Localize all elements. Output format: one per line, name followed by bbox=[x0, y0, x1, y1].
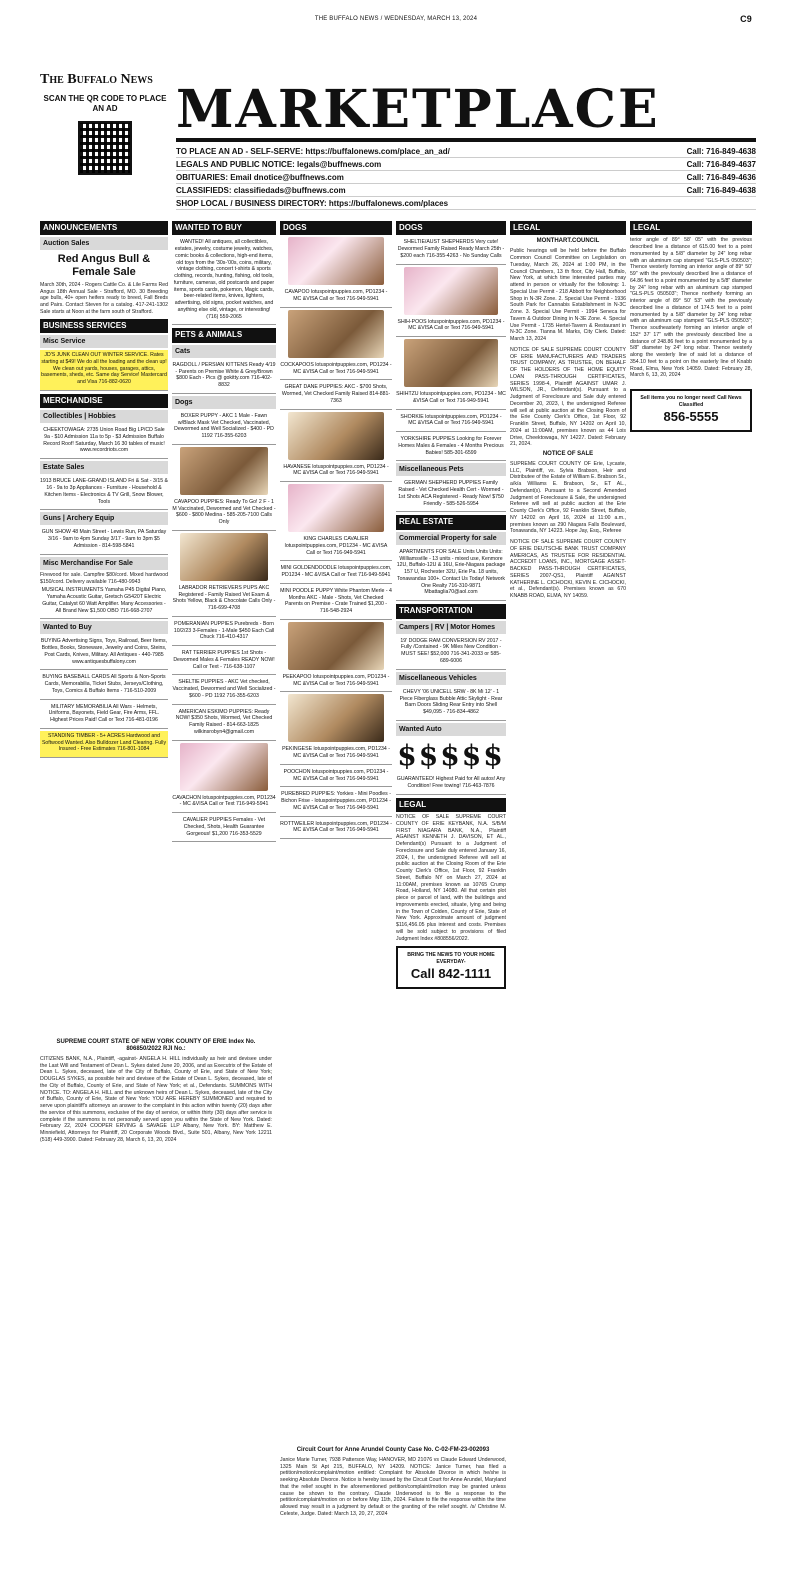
ad-estate: 1913 BRUCE LANE-GRAND ISLAND Fri & Sat - 3/15 & 16 - 9a to 3p Appliances - Furniture - Household & Kitchen Items - Electronics & TV Grill, Snow Blower, Tools bbox=[40, 476, 168, 510]
ad-boxer: BOXER PUPPY - AKC 1 Male - Fawn w/Black Mask Vet Checked, Vaccinated, Dewormed and Well Socialized - $400 - PD 1192 716-355-6203 bbox=[172, 411, 276, 445]
ad-cavapoo: CAVAPOO PUPPIES: Ready To Go! 2 F - 1 M Vaccinated, Dewormed and Vet Checked - $600 - $800 Medina - 585-205-7100 Calls Only bbox=[172, 497, 276, 531]
puppy-photo bbox=[180, 533, 268, 581]
subsection-misc-service: Misc Service bbox=[40, 335, 168, 348]
bottom-legal-circuit bbox=[280, 1444, 506, 1518]
scan-qr-text: SCAN THE QR CODE TO PLACE AN AD bbox=[43, 94, 167, 113]
council-title: MONTHART.COUNCIL bbox=[536, 238, 600, 245]
puppy-photo bbox=[404, 267, 498, 315]
ad-timber: STANDING TIMBER - 5+ ACRES Hardwood and Softwood Wanted. Also Bulldozer Land Clearing. Fully Insured - Free Estimates 716-801-1084 bbox=[40, 731, 168, 758]
ad-military: MILITARY MEMORABILIA All Wars - Helmets, Uniforms, Bayonets, Field Gear, Fire Arms, FFL. Highest Prices Paid! Call or Text 716-481-0196 bbox=[40, 702, 168, 729]
ad-musical: MUSICAL INSTRUMENTS Yamaha P45 Digital Piano, Yamaha Acoustic Guitar, Gretsch G5420T Electric Guitar, Catalyst 60 Watt Amplifier. Many Accessories - All Brand New $1,500 OBO 716-668-2707 bbox=[40, 585, 168, 619]
ad-apartments: APARTMENTS FOR SALE Units Units Units: Williamsville - 13 units - mixed use, Kenmore 12U, Buffalo-12U & 16U, Erie-Niagara package 157 U, Rochester 32U, Erie Pa. 18 units, Tonawandas 100+. Contact Us Today! Network One Realty 716-310-9871 Mbattaglia70@aol.com bbox=[396, 547, 506, 601]
auction-title: Red Angus Bull & Female Sale bbox=[57, 253, 151, 279]
section-legal: LEGAL bbox=[396, 798, 506, 812]
ad-pekingese: PEKINGESE lotuspointpuppies.com, PD1234 - MC &VISA Call or Text 716-949-5941 bbox=[280, 744, 392, 765]
dollar-signs-graphic: $$$$$ bbox=[397, 738, 505, 772]
subsection-commercial: Commercial Property for sale bbox=[396, 532, 506, 545]
column-6 bbox=[630, 218, 752, 436]
subsection-misc-merch: Misc Merchandise For Sale bbox=[40, 557, 168, 570]
section-transportation: TRANSPORTATION bbox=[396, 604, 506, 618]
section-dogs: DOGS bbox=[396, 221, 506, 235]
section-business: BUSINESS SERVICES bbox=[40, 319, 168, 333]
page-number: C9 bbox=[740, 14, 752, 24]
page-header-line bbox=[40, 8, 752, 30]
subscribe-ad bbox=[396, 946, 506, 988]
legal-notice: terior angle of 89° 58' 05" with the previous described line a distance of 615.00 feet to a point monumented by a 5/8" diameter by 24" long rebar with an aluminum cap stamped "GLS-PLS 050503"; Thence westerly forming an interior angle of 89° 50' 59" with the previously described line a distance of 64.86 feet to a point monumented by a 5/8" diameter by 24" long rebar with an aluminum cap stamped "GLS-PLS 050503"; Thence northerly forming an interior angle of 89° 50' 53" with the previously described line a distance of 174.5 feet to a point monumented by a 5/8" diameter by 24" long rebar with an aluminum cap stamped "GLS-PLS 050503"; Thence southeasterly forming an interior angle of 152° 37' 17" with the previously described line a distance of 248.86 feet to a point monumented by a 5/8" diameter by 24" long rebar. Thence westerly along the westerly line of said lot a distance of 354.10 feet to a point on the easterly line of Knabb Road, Elma, New York 14059. Dated: February 28, March 6, 13, 20, 2024 bbox=[630, 237, 752, 379]
contact-phone: Call: 716-849-4638 bbox=[686, 186, 756, 195]
ad-poochon: POOCHON lotuspointpuppies.com, PD1234 - MC &VISA Call or Text 716-949-5941 bbox=[280, 767, 392, 788]
subsection-estate: Estate Sales bbox=[40, 461, 168, 474]
ad-lab: LABRADOR RETRIEVERS PUPS AKC Registered - Family Raised Vet Exam & Shots Yellow, Black & Chocolate Calls Only - 716-699-4708 bbox=[172, 583, 276, 617]
ad-wanted: WANTED! All antiques, all collectibles, estates, jewelry, costume jewelry, watches, comic books & collections, high-end items, old toys from the '30s-'00s, coins, military, vintage clothing, concert t-shirts & sports clothing, records, hunting, fishing, old tools, furniture, cameras, old postcards and paper items, sports cards, pokemon, Magic cards, beer-related items, knives, lighters, advertising, old signs, pocket watches, and anything else old, vintage, or interesting! (716) 559-2065 bbox=[172, 237, 276, 325]
subsection-wanted: Wanted to Buy bbox=[40, 621, 168, 634]
ad-mini-goldendoodle: MINI GOLDENDOODLE lotuspointpuppies.com, PD1234 - MC &VISA Call or Text 716-949-5941 bbox=[280, 563, 392, 584]
contact-label[interactable]: LEGALS AND PUBLIC NOTICE: legals@buffnews.com bbox=[176, 160, 382, 169]
ad-pom: POMERANIAN PUPPIES Purebreds - Born 10/2/23 3-Females - 1-Male $450 Each Call Chuck 716-410-4317 bbox=[172, 619, 276, 646]
ad-firewood: Firewood for sale. Campfire $80/cord. Mixed hardwood $150/cord. Delivery available 716-480-9943 bbox=[40, 571, 168, 585]
ad-ragdoll: RAGDOLL / PERSIAN KITTENS Ready 4/19 - Parents on Premise White & Grey/Brown $800 Each - Pics @ gokitty.com 716-402-8832 bbox=[172, 360, 276, 394]
puppy-photo bbox=[288, 310, 384, 358]
court-header: SUPREME COURT STATE OF NEW YORK COUNTY OF ERIE Index No. 806850/2022 RJI No.: bbox=[56, 1039, 256, 1052]
auction-text: March 30th, 2024 - Rogers Cattle Co. & Lile Farms Red Angus 18th Annual Sale - Strafford, MO. 30 Breeding age bulls, 40+ open heifers ready to breed, Fall Breds and Pairs. Contact Steven for a catalog. 417-241-1302 Sale starts at Noon at the farm south of Strafford. bbox=[40, 281, 168, 315]
contact-label[interactable]: TO PLACE AN AD - SELF-SERVE: https://buffalonews.com/place_an_ad/ bbox=[176, 147, 450, 156]
ad-mini-poodle: MINI POODLE PUPPY White Phantom Merle - 4 Months AKC - Male - Shots, Vet Checked Parents on Premise - Crate Trained $1,200 - 716-548-2924 bbox=[280, 586, 392, 620]
section-legal: LEGAL bbox=[510, 221, 626, 235]
classified-phone: 856-5555 bbox=[663, 408, 719, 424]
puppy-photo bbox=[288, 694, 384, 742]
subsection-campers: Campers | RV | Motor Homes bbox=[396, 621, 506, 634]
legal-notice: NOTICE OF SALE SUPREME COURT COUNTY OF ERIE KEYBANK, N.A. S/B/M FIRST NIAGARA BANK, N.A., Plaintiff AGAINST KENNETH J. DAVISON, ET AL., Defendant(s) Pursuant to a Judgment of Foreclosure and Sale duly entered January 16, 2024, I, the undersigned Referee will sell at public auction at the Closing Room of the Erie County Clerk's Office, 1st Floor, 92 Franklin Street, Buffalo NY on March 27, 2024 at 11:00AM, premises known as 10765 Crump Road, Holland, NY 14080. All that certain plot piece or parcel of land, with the buildings and improvements erected, situate, lying and being in the Town of Colden, County of Erie, State of New York. Approximate amount of judgment $116,456.05 plus interest and costs. Premises will be sold subject to provisions of filed Judgment Index #808556/2022. bbox=[396, 814, 506, 942]
ad-eskimo: AMERICAN ESKIMO PUPPIES: Ready NOW! $350 Shots, Wormed, Vet Checked Family Raised - 814-663-1825 wilkinsrobyn4@gmail.com bbox=[172, 707, 276, 741]
subsection-cats: Cats bbox=[172, 345, 276, 358]
subsection-auction: Auction Sales bbox=[40, 237, 168, 250]
section-real-estate: REAL ESTATE bbox=[396, 515, 506, 529]
subscribe-phone: Call 842-1111 bbox=[410, 965, 492, 981]
ad-german-shepherd: GERMAN SHEPHERD PUPPIES Family Raised - Vet Checked Health Cert - Wormed - 1st Shots ACA Registered - Ready Now! $750 Friendly - 585-526-5954 bbox=[396, 478, 506, 512]
subscribe-text: BRING THE NEWS TO YOUR HOME EVERYDAY- bbox=[407, 952, 495, 966]
ad-buying: BUYING Advertising Signs, Toys, Railroad, Beer Items, Bottles, Books, Stoneware, Jewelry and Coins, Steins, Post Cards, Knives, Military. All Antiques - 440-7985 www.antiquesbuffalony.com bbox=[40, 636, 168, 670]
section-announcements: ANNOUNCEMENTS bbox=[40, 221, 168, 235]
legal-notice: NOTICE OF SALE SUPREME COURT COUNTY OF ERIE DEUTSCHE BANK TRUST COMPANY AMERICAS, AS TRUSTEE FOR RESIDENTIAL ACCREDIT LOANS, INC., MORTGAGE ASSET-BACKED PASS-THROUGH CERTIFICATES, SERIES 2007-QS1, Plaintiff AGAINST KATHERINE L. CICHOCKI, KEVIN E. CICHOCKI, et al., Defendant(s). Premises known as 670 KNABB ROAD, ELMA, NY 14059. bbox=[510, 539, 626, 600]
ad-rottweiler: ROTTWEILER lotuspointpuppies.com, PD1234 - MC &VISA Call or Text 716-949-5941 bbox=[280, 819, 392, 840]
ad-cavapoo: CAVAPOO lotuspointpuppies.com, PD1234 - MC &VISA Call or Text 716-949-5941 bbox=[280, 287, 392, 308]
puppy-photo bbox=[288, 237, 384, 285]
contact-row bbox=[176, 158, 756, 171]
subsection-misc-pets: Miscellaneous Pets bbox=[396, 463, 506, 476]
ad-shorkie: SHORKIE lotuspointpuppies.com, PD1234 - MC &VISA Call or Text 716-949-5941 bbox=[396, 412, 506, 433]
subsection-dogs: Dogs bbox=[172, 396, 276, 409]
ad-cavachon: CAVACHON lotuspointpuppies.com, PD1234 - MC &VISA Call or Text 716-949-5941 bbox=[172, 793, 276, 814]
ad-rv: 19' DODGE RAM CONVERSION RV 2017 - Fully /Contained - 9K Miles New Condition - MUST SEE! $52,000 716-341-2033 or 585-689-6006 bbox=[396, 636, 506, 670]
subsection-misc-vehicles: Miscellaneous Vehicles bbox=[396, 672, 506, 685]
masthead-title: MARKETPLACE bbox=[176, 78, 756, 142]
ad-peekapoo: PEEKAPOO lotuspointpuppies.com, PD1234 - MC &VISA Call or Text 716-949-5941 bbox=[280, 672, 392, 693]
legal-notice: NOTICE OF SALE SUPREME COURT COUNTY OF ERIE MANUFACTURERS AND TRADERS TRUST COMPANY, AS TRUSTEE, ON BEHALF OF THE HOLDERS OF THE HOME EQUITY LOAN PASS-THROUGH CERTIFICATES, SERIES 1998-4, Plaintiff AGAINST UMAR J. WILSON, JR., Defendant(s). Pursuant to a Judgment of Foreclosure and Sale duly entered December 20, 2023, I, the undersigned Referee will sell at public auction at the Closing Room of the Erie County Clerk's Office, 1st Floor, 92 Franklin Street, Buffalo, NY 14202 on April 10, 2024 at 11:00AM, premises known as 44 Lois Drive, Cheektowaga, NY 14227. Dated: February 21, 2024. bbox=[510, 346, 626, 448]
ad-gun-show: GUN SHOW 48 Main Street - Lewis Run, PA Saturday 3/16 - 9am to 4pm Sunday 3/17 - 9am to 3pm $5 Admission - 814-598-5841 bbox=[40, 527, 168, 554]
section-dogs: DOGS bbox=[280, 221, 392, 235]
contact-row bbox=[176, 184, 756, 197]
contact-phone: Call: 716-849-4636 bbox=[686, 173, 756, 182]
summons-text: CITIZENS BANK, N.A., Plaintiff, -against- ANGELA H. HILL individually as heir and devisee under the Last Will and Testament of Dean L. Sykes dated June 20, 2006, and as Executrix of the Estate of Dean L. Sykes, deceased, late of the City of Buffalo, County of Erie, and State of New York; DOUGLAS SYKES, as possible heir and devisee of the Estate of Dean L. Sykes, deceased, late of the City of Buffalo, County of Erie, and State of New York; et al., Defendants. SUMMONS WITH NOTICE. TO: ANGELA H. HILL and the unknown heirs of Dean L. Sykes, deceased, late of the City of Buffalo, County of Erie, State of New York: YOU ARE HEREBY SUMMONED and required to serve upon plaintiff's attorneys an answer to the complaint in this action within twenty (20) days after the service of this summons, exclusive of the day of service, or within thirty (30) days after service is complete if the summons is not personally served upon you within the State of New York. Dated: February 22, 2024 COOPER ERVING & SAVAGE LLP Albany, New York. BY: Matthew E. Minniefield, Attorneys for Plaintiff, 20 Corporate Woods Blvd., Suite 501, Albany, New York 12211 (518) 449-3900. Dated: February 28, March 6, 13, 20, 2024 bbox=[40, 1055, 272, 1143]
ad-cheektowaga: CHEEKTOWAGA: 2735 Union Road Big LP/CD Sale 9a - $10 Admission 11a to 5p - $3 Admission Buffalo Record Roof! Saturday, March 16 30 tables of music! www.recordriots.com bbox=[40, 425, 168, 459]
section-wanted: WANTED TO BUY bbox=[172, 221, 276, 235]
section-legal: LEGAL bbox=[630, 221, 752, 235]
legal-notice: SUPREME COURT COUNTY OF Erie, Lycaste, LLC, Plaintiff, vs. Sylvia Brabson, Heir and Distributee of the Estate of William E. Brabson Sr., a/k/a Williams E. Brabson, Sr., ET AL., Defendant(s). Pursuant to a Second Amended Judgment of Foreclosure & Sale, the undersigned Referee will sell at public auction at the Erie County Clerk's Office, 92 Franklin Street, Buffalo, NY 14202 on April 16, 2024 at 11:00 a.m., premises known as 290 Niagara Falls Boulevard, Tonawanda, NY 14223. Hope Jay, Esq., Referee bbox=[510, 460, 626, 535]
ad-shihtzu: SHIHTZU lotuspointpuppies.com, PD1234 - MC &VISA Call or Text 716-949-5941 bbox=[396, 389, 506, 410]
notice-title: NOTICE OF SALE bbox=[542, 451, 594, 458]
ad-cockapoo: COCKAPOOS lotuspointpuppies.com, PD1234 - MC &VISA Call or Text 716-949-5941 bbox=[280, 360, 392, 381]
ad-shih-poos: SHIH-POOS lotuspointpuppies.com, PD1234 - MC &VISA Call or Text 716-949-5941 bbox=[396, 317, 506, 338]
header-text: THE BUFFALO NEWS / WEDNESDAY, MARCH 13, 2024 bbox=[314, 16, 478, 22]
contact-row bbox=[176, 145, 756, 158]
ad-chevy: CHEVY '06 UNICELL SRW - 8K Mi 12' - 1 Piece Fiberglass Bubble Attic Skylight - Rear Barn Doors Sliding Rear Entry into Shell $49,095 - 716-834-4862 bbox=[396, 687, 506, 721]
column-2 bbox=[172, 218, 276, 844]
newspaper-logo: The Buffalo News bbox=[40, 72, 153, 87]
puppy-photo bbox=[288, 622, 384, 670]
column-3 bbox=[280, 218, 392, 841]
ad-havanese: HAVANESE lotuspointpuppies.com, PD1234 - MC &VISA Call or Text 716-949-5941 bbox=[280, 462, 392, 483]
subsection-collectibles: Collectibles | Hobbies bbox=[40, 410, 168, 423]
contact-phone: Call: 716-849-4637 bbox=[686, 160, 756, 169]
subsection-wanted-auto: Wanted Auto bbox=[396, 723, 506, 736]
contact-label[interactable]: OBITUARIES: Email dnotice@buffnews.com bbox=[176, 173, 344, 182]
classified-ad bbox=[630, 389, 752, 431]
qr-code-icon[interactable] bbox=[78, 121, 132, 175]
contact-row bbox=[176, 171, 756, 184]
circuit-text: Janice Marie Turner, 7938 Patterson Way, HANOVER, MD 21076 vs Claude Edward Underwood, 1325 Main St Apt 215, BUFFALO, NY 14209. NOTICE: Janice Turner, has filed a petition/motion/complaint/motion entitled: Complaint for Absolute Divorce in which he/she is seeking Absolute Divorce. Notice is hereby issued by the Circuit Court for Anne Arundel, Maryland that the relief sought in the aforementioned petition/complaint/motion may be granted unless cause be shown to the contrary. Claude Underwood is to file a response to the petition/complaint/motion on or before May 11th, 2024. Failure to file the response within the time allowed may result in a judgment by default or the granting of the relief sought. /s/ Christine M. Celeste, Judge. Dated: March 13, 20, 27, 2024 bbox=[280, 1456, 506, 1517]
puppy-photo bbox=[288, 484, 384, 532]
column-1 bbox=[40, 218, 168, 760]
legal-notice: Public hearings will be held before the Buffalo Common Council Committee on Legislation on Tuesday, March 26, 2024 at 1:00 PM, in the Council Chambers, 13 th floor, City Hall, Buffalo, New York, at which time interested parties may attend in person or virtually for the following: 1. Special Use Permit - 218 Abbott for Neighborhood Shop in N-3R Zone. 2. Special Use Permit - 1936 South Park for Cannabis Establishment in N-3C Zone. 3. Special Use Permit - 1994 Seneca for Tavern & Outdoor Dining in N-3E Zone. 4. Special Use Permit - 1735 Hertel-Tavern & Restaurant in N-3C Zone. Tianna M. Marks, City Clerk. Dated: March 13, 2024 bbox=[510, 248, 626, 343]
masthead-left bbox=[40, 72, 170, 175]
column-5 bbox=[510, 218, 626, 600]
bottom-legal-left bbox=[40, 1036, 272, 1144]
ad-jd-junk: JD'S JUNK CLEAN OUT WINTER SERVICE. Rates starting at $49! We do all the loading and the clean up! We clean out yards, houses, garages, attics, basements, sheds, etc. Same day Service! Mastercard and Visa 716-882-0620 bbox=[40, 350, 168, 391]
column-4 bbox=[396, 218, 506, 993]
ad-baseball: BUYING BASEBALL CARDS All Sports & Non-Sports Cards, Memorabilia, Ticket Stubs, Jerseys/Clothing, Toys, Comics & Buffalo Items - 716-510-2009 bbox=[40, 672, 168, 699]
classified-text: Sell items you no longer need! Call News Classified bbox=[640, 395, 742, 408]
section-pets: PETS & ANIMALS bbox=[172, 328, 276, 342]
subsection-guns: Guns | Archery Equip bbox=[40, 512, 168, 525]
ad-yorkshire: YORKSHIRE PUPPIES Looking for Forever Homes Males & Females - 4 Months Precious Babies! 585-301-6599 bbox=[396, 434, 506, 461]
contact-phone: Call: 716-849-4638 bbox=[686, 147, 756, 156]
ad-kcc: KING CHARLES CAVALIER lotuspointpuppies.com, PD1234 - MC &VISA Call or Text 716-949-5941 bbox=[280, 534, 392, 561]
puppy-photo bbox=[404, 339, 498, 387]
puppy-photo bbox=[288, 412, 384, 460]
contact-label[interactable]: CLASSIFIEDS: classifiedads@buffnews.com bbox=[176, 186, 346, 195]
ad-guaranteed: GUARANTEED! Highest Paid for All autos! Any Condition! Free towing! 716-463-7876 bbox=[396, 774, 506, 795]
ad-sheltie: SHELTIE PUPPIES - AKC Vet checked, Vaccinated, Dewormed and Well Socialized - $600 - PD 1192 716-355-6203 bbox=[172, 677, 276, 704]
ad-rat-terrier: RAT TERRIER PUPPIES 1st Shots - Dewormed Males & Females READY NOW! Call or Text - 716-638-1107 bbox=[172, 648, 276, 675]
ad-sheltie-aust: SHELTIE/AUST SHEPHERDS Very cute! Dewormed Family Raised Ready March 25th - $200 each 716-355-4263 - No Sunday Calls bbox=[396, 237, 506, 264]
ad-great-dane: GREAT DANE PUPPIES: AKC - $700 Shots, Wormed, Vet Checked Family Raised 814-881-7363 bbox=[280, 382, 392, 409]
section-merchandise: MERCHANDISE bbox=[40, 394, 168, 408]
puppy-photo bbox=[180, 743, 268, 791]
circuit-header: Circuit Court for Anne Arundel County Case No. C-02-FM-23-002093 bbox=[296, 1447, 490, 1453]
contact-row bbox=[176, 197, 756, 210]
ad-purebred: PUREBRED PUPPIES: Yorkies - Mini Poodles - Bichon Frise - lotuspointpuppies.com, PD1234 - MC &VISA Call or Text 716-949-5941 bbox=[280, 789, 392, 816]
contact-label[interactable]: SHOP LOCAL / BUSINESS DIRECTORY: https://buffalonews.com/places bbox=[176, 199, 449, 208]
contact-list bbox=[176, 145, 756, 210]
ad-cavalier: CAVALIER PUPPIES Females - Vet Checked, Shots, Health Guarantee Gorgeous! $1,200 716-353-5529 bbox=[172, 815, 276, 842]
puppy-photo bbox=[180, 447, 268, 495]
